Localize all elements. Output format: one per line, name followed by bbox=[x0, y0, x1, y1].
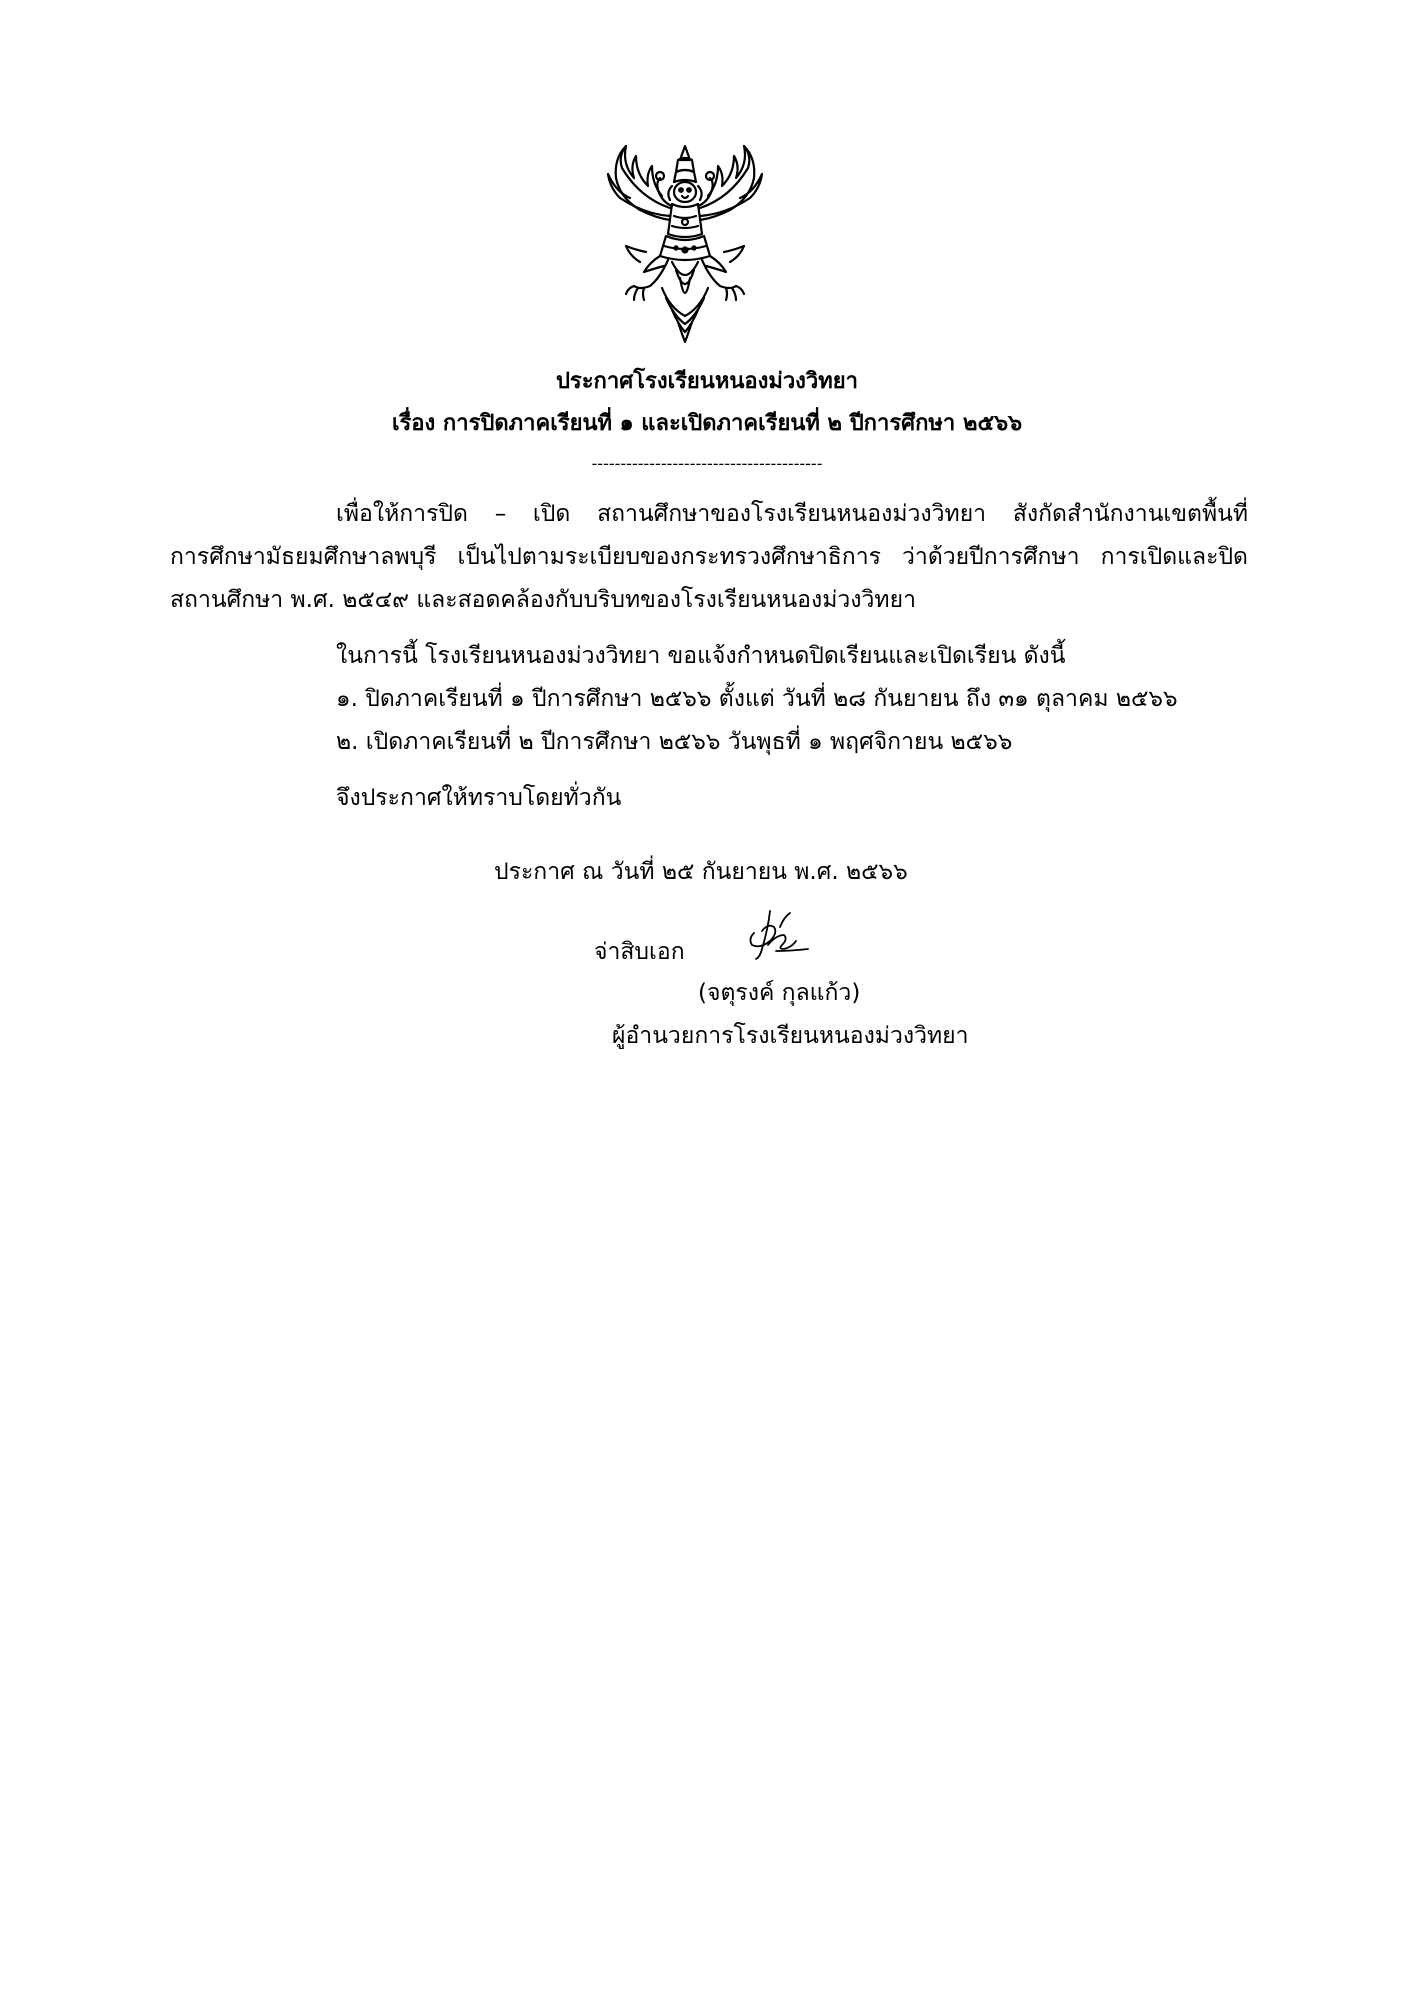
document-subject: เรื่อง การปิดภาคเรียนที่ ๑ และเปิดภาคเรียนที่ ๒ ปีการศึกษา ๒๕๖๖ bbox=[391, 411, 1023, 436]
garuda-emblem-icon bbox=[600, 138, 770, 348]
title-separator: ---------------------------------------- bbox=[591, 454, 823, 473]
document-title: ประกาศโรงเรียนหนองม่วงวิทยา bbox=[555, 369, 859, 394]
paragraph-line-1: เพื่อให้การปิด – เปิด สถานศึกษาของโรงเรียนหนองม่วงวิทยา สังกัดสำนักงานเขตพื้นที่ bbox=[336, 501, 1248, 527]
signer-position: ผู้อำนวยการโรงเรียนหนองม่วงวิทยา bbox=[612, 1023, 969, 1049]
announcement-date: ประกาศ ณ วันที่ ๒๕ กันยายน พ.ศ. ๒๕๖๖ bbox=[494, 859, 908, 885]
list-item: ๑. ปิดภาคเรียนที่ ๑ ปีการศึกษา ๒๕๖๖ ตั้งแต่ วันที่ ๒๘ กันยายน ถึง ๓๑ ตุลาคม ๒๕๖๖ bbox=[336, 686, 1178, 712]
signer-name: (จตุรงค์ กุลแก้ว) bbox=[698, 980, 861, 1006]
list-item: ๒. เปิดภาคเรียนที่ ๒ ปีการศึกษา ๒๕๖๖ วันพุธที่ ๑ พฤศจิกายน ๒๕๖๖ bbox=[336, 729, 1013, 755]
intro-text: ในการนี้ โรงเรียนหนองม่วงวิทยา ขอแจ้งกำหนดปิดเรียนและเปิดเรียน ดังนี้ bbox=[336, 643, 1066, 669]
closing-text: จึงประกาศให้ทราบโดยทั่วกัน bbox=[336, 785, 622, 811]
paragraph-line-2: การศึกษามัธยมศึกษาลพบุรี เป็นไปตามระเบียบของกระทรวงศึกษาธิการ ว่าด้วยปีการศึกษา การเปิดและปิด bbox=[170, 544, 1248, 570]
paragraph-line-3: สถานศึกษา พ.ศ. ๒๕๔๙ และสอดคล้องกับบริบทของโรงเรียนหนองม่วงวิทยา bbox=[170, 587, 916, 613]
signer-rank: จ่าสิบเอก bbox=[594, 939, 685, 965]
signature-icon bbox=[740, 905, 812, 963]
